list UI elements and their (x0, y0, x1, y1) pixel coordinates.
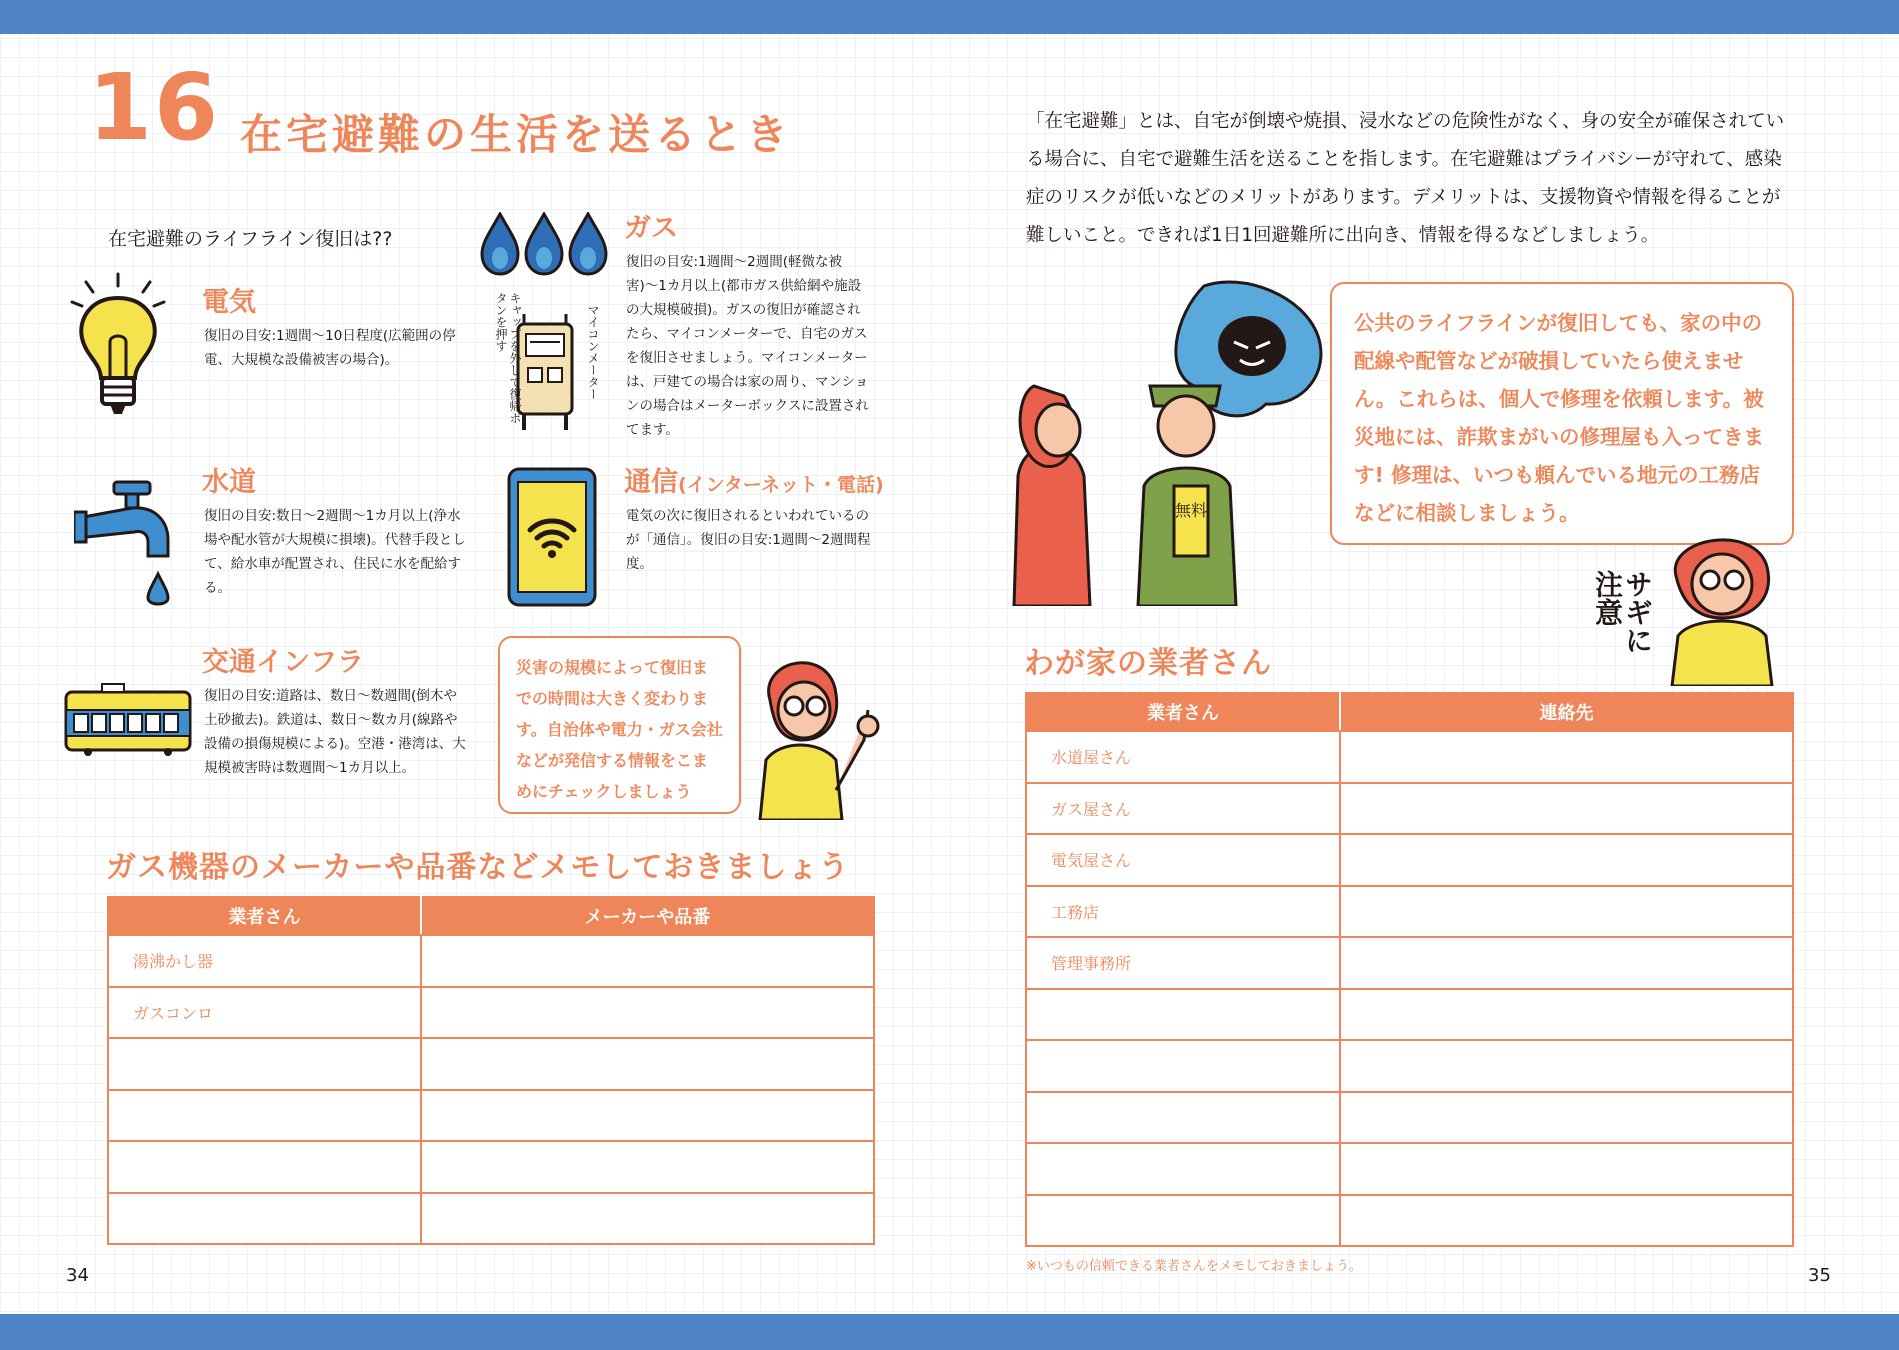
gas-memo-input-cell[interactable] (421, 1193, 874, 1245)
bottom-band (0, 1314, 1899, 1350)
table-row (108, 1141, 874, 1193)
contractor-cell[interactable] (1026, 989, 1340, 1041)
table-row (108, 935, 874, 987)
gas-memo-cell[interactable] (108, 1141, 421, 1193)
table-row (1026, 731, 1793, 783)
table-row (1026, 989, 1793, 1041)
gas-memo-input-cell[interactable] (421, 1038, 874, 1090)
chapter-number: 16 (88, 54, 221, 161)
page-number-right: 35 (1808, 1265, 1831, 1286)
intro-paragraph: 「在宅避難」とは、自宅が倒壊や焼損、浸水などの危険性がなく、身の安全が確保されている場合に、自宅で避難生活を送ることを指します。在宅避難はプライバシーが守れて、感染症のリスクが低いなどのメリットがあります。デメリットは、支援物資や情報を得ることが難しいこと。できれば1日1回避難所に出向き、情報を得るなどしましょう。 (1026, 111, 1785, 246)
contractor-cell[interactable] (1026, 1040, 1340, 1092)
table-row (108, 1193, 874, 1245)
contractors-header-name: 業者さん (1026, 693, 1340, 731)
contact-input-cell[interactable] (1340, 1040, 1793, 1092)
lightbulb-icon (68, 272, 168, 422)
gas-memo-cell[interactable] (108, 1038, 421, 1090)
gas-memo-cell[interactable] (108, 1193, 421, 1245)
table-row (108, 987, 874, 1039)
table-row (1026, 783, 1793, 835)
scam-repairman-illustration (1004, 276, 1334, 606)
table-row (1026, 1195, 1793, 1247)
table-row (1026, 1040, 1793, 1092)
contact-input-cell[interactable] (1340, 886, 1793, 938)
caution-handwritten: サギに注意 (1591, 570, 1654, 654)
chapter-title: 在宅避難の生活を送るとき (240, 110, 793, 159)
lifeline-heading: 在宅避難のライフライン復旧は?? (108, 228, 393, 250)
woman-pointing-illustration (740, 640, 900, 820)
contact-input-cell[interactable] (1340, 1195, 1793, 1247)
speech-bubble-recovery: 災害の規模によって復旧までの時間は大きく変わります。自治体や電力・ガス会社などが発信する情報をこまめにチェックしましょう (498, 636, 741, 814)
table-row (108, 1038, 874, 1090)
contact-input-cell[interactable] (1340, 783, 1793, 835)
contractor-cell: 管理事務所 (1026, 937, 1340, 989)
table-row (1026, 937, 1793, 989)
gas-memo-input-cell[interactable] (421, 1141, 874, 1193)
telecom-title (624, 460, 884, 499)
gas-memo-title: ガス機器のメーカーや品番などメモしておきましょう (106, 850, 850, 885)
warning-bubble: 公共のライフラインが復旧しても、家の中の配線や配管などが破損していたら使えません。これらは、個人で修理を依頼します。被災地には、詐欺まがいの修理屋も入ってきます! 修理は、いつも頼んでいる地元の工務店などに相談しましょう。 (1330, 282, 1794, 545)
gas-flame-icon (480, 212, 610, 276)
telecom-title-sub: (インターネット・電話) (678, 474, 884, 496)
gas-memo-input-cell[interactable] (421, 1090, 874, 1142)
gas-meter-icon (514, 314, 576, 432)
contractor-cell[interactable] (1026, 1195, 1340, 1247)
contractor-cell: 電気屋さん (1026, 834, 1340, 886)
smartphone-wifi-icon (506, 466, 598, 608)
contact-input-cell[interactable] (1340, 731, 1793, 783)
water-title: 水道 (202, 467, 256, 498)
contractor-cell: 水道屋さん (1026, 731, 1340, 783)
contractor-cell[interactable] (1026, 1143, 1340, 1195)
page-number-left: 34 (66, 1265, 89, 1286)
gas-text: 復旧の目安:1週間〜2週間(軽微な被害)〜1カ月以上(都市ガス供給網や施設の大規模破損)。ガスの復旧が確認されたら、マイコンメーターで、自宅のガスを復旧させましょう。マイコンメーターは、戸建ての場合は家の周り、マンションの場合はメーターボックスに設置されてます。 (626, 254, 869, 438)
electricity-text: 復旧の目安:1週間〜10日程度(広範囲の停電、大規模な設備被害の場合)。 (204, 328, 456, 368)
contractors-header-contact: 連絡先 (1340, 693, 1793, 731)
transport-text: 復旧の目安:道路は、数日〜数週間(倒木や土砂撤去)。鉄道は、数日〜数カ月(線路や設備の損傷規模による)。空港・港湾は、大規模被害時は数週間〜1カ月以上。 (204, 688, 466, 776)
contractor-cell: 工務店 (1026, 886, 1340, 938)
gas-memo-cell: ガスコンロ (108, 987, 421, 1039)
transport-title: 交通インフラ (202, 647, 364, 678)
gas-memo-cell: 湯沸かし器 (108, 935, 421, 987)
water-text: 復旧の目安:数日〜2週間〜1カ月以上(浄水場や配水管が大規模に損壊)。代替手段として、給水車が配置され、住民に水を配給する。 (204, 508, 466, 596)
table-row (1026, 834, 1793, 886)
gas-memo-input-cell[interactable] (421, 935, 874, 987)
contractor-cell: ガス屋さん (1026, 783, 1340, 835)
meter-instruction: キャップを外して復帰ボタンを押す (494, 292, 522, 424)
table-row (108, 1090, 874, 1142)
contact-input-cell[interactable] (1340, 834, 1793, 886)
contact-input-cell[interactable] (1340, 989, 1793, 1041)
free-sign-text: 無料 (1174, 501, 1208, 520)
contractor-cell[interactable] (1026, 1092, 1340, 1144)
telecom-title-main: 通信 (624, 467, 678, 498)
gas-title: ガス (624, 213, 678, 244)
contractors-title: わが家の業者さん (1024, 646, 1272, 681)
meter-label: マイコンメーター (586, 304, 600, 400)
table-row (1026, 1143, 1793, 1195)
gas-memo-input-cell[interactable] (421, 987, 874, 1039)
gas-memo-header-contractor: 業者さん (108, 897, 421, 935)
woman-angry-illustration (1652, 526, 1792, 686)
water-tap-icon (74, 478, 184, 618)
gas-memo-header-model: メーカーや品番 (421, 897, 874, 935)
electricity-title: 電気 (202, 287, 256, 318)
contractors-note: ※いつもの信頼できる業者さんをメモしておきましょう。 (1026, 1259, 1362, 1274)
contact-input-cell[interactable] (1340, 1143, 1793, 1195)
telecom-text: 電気の次に復旧されるといわれているのが「通信」。復旧の目安:1週間〜2週間程度。 (626, 508, 871, 572)
top-band (0, 0, 1899, 34)
train-icon (62, 682, 194, 758)
table-row (1026, 886, 1793, 938)
contact-input-cell[interactable] (1340, 937, 1793, 989)
gas-memo-table (107, 896, 875, 1245)
contractors-table (1025, 692, 1794, 1247)
contact-input-cell[interactable] (1340, 1092, 1793, 1144)
gas-memo-cell[interactable] (108, 1090, 421, 1142)
table-row (1026, 1092, 1793, 1144)
